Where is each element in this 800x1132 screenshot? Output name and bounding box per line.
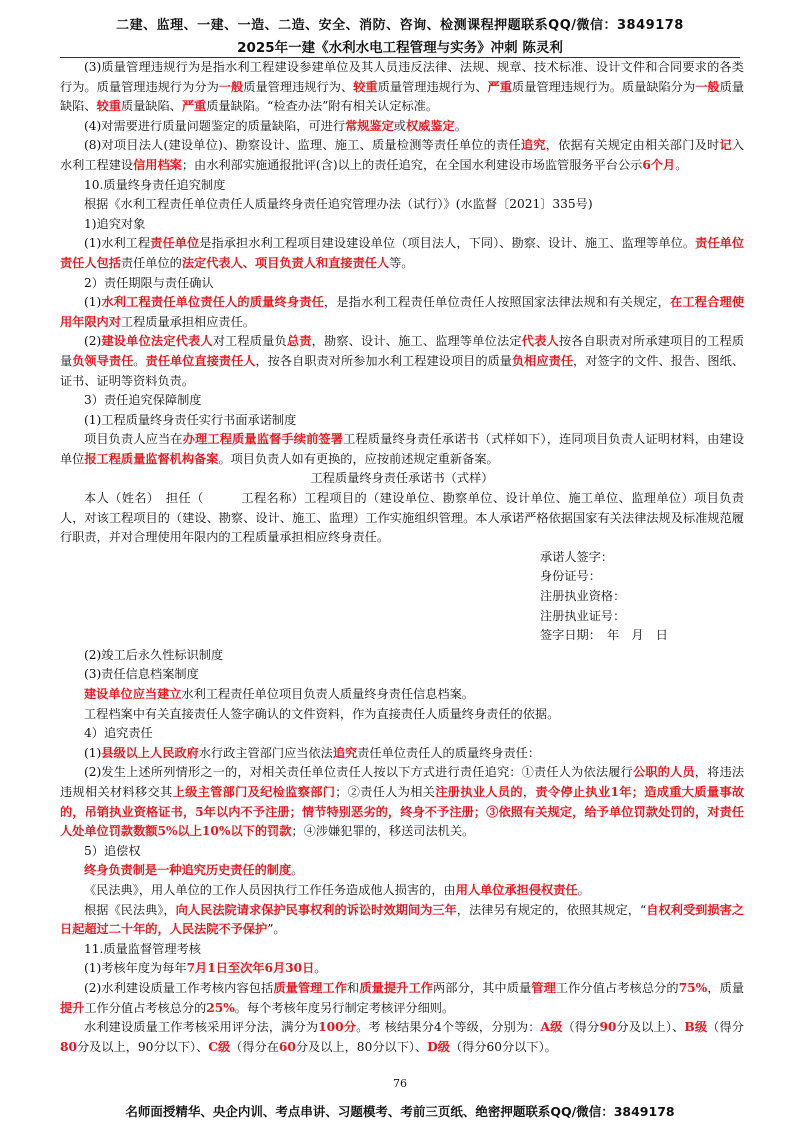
- body-text: 注册执业证号：: [540, 608, 626, 623]
- body-text: （得分: [707, 1020, 744, 1035]
- emphasis-text: C级: [208, 1039, 231, 1054]
- body-text: 工程档案中有关直接责任人签字确认的文件资料，作为直接责任人质量终身责任的依据。: [84, 706, 560, 721]
- emphasis-text: 管理: [531, 980, 556, 995]
- paragraph: [60, 979, 744, 1018]
- emphasis-text: 60: [278, 1039, 296, 1054]
- body-text: 等。: [389, 255, 414, 270]
- emphasis-text: 7月1日至次年6月30日: [186, 961, 315, 976]
- body-text: 《民法典》，用人单位的工作人员因执行工作任务造成他人损害的，由: [84, 882, 456, 897]
- body-text: ；由水利部实施通报批评(含)以上的责任追究，在全国水利建设市场监管服务平台公示: [181, 157, 643, 172]
- body-text: (2)发生上述所列情形之一的，对相关责任单位责任人按以下方式进行责任追究：①责任人为依法履行: [84, 765, 633, 780]
- emphasis-text: 质量管理工作: [273, 980, 348, 995]
- emphasis-text: 责任单位责任人包括: [60, 236, 745, 270]
- emphasis-text: 6个月: [642, 157, 676, 172]
- emphasis-text: 报工程质量监督机构备案: [84, 451, 219, 466]
- paragraph: [60, 665, 744, 685]
- emphasis-text: 质量提升工作: [359, 980, 434, 995]
- body-text: (1)考核年度为每年: [84, 961, 187, 976]
- body-text: 和: [347, 980, 360, 995]
- body-text: 水利建设质量工作考核采用评分法，满分为: [84, 1020, 319, 1035]
- paragraph: [60, 724, 744, 744]
- paragraph: [60, 881, 744, 901]
- body-text: 质量缺陷、: [120, 99, 182, 114]
- body-text: 1)追究对象: [84, 216, 146, 231]
- body-text: (3)质量管理违规行为是指水利工程建设参建单位及其人员违反法律、法规、规章、技术标准、设计文件和合同要求的各类行为。质量管理违规行为分为: [60, 60, 744, 94]
- emphasis-text: 80: [60, 1039, 77, 1054]
- emphasis-text: 25%: [206, 1000, 235, 1015]
- emphasis-text: 注册执业人员的: [435, 784, 523, 799]
- paragraph: [60, 842, 744, 862]
- body-text: ，对签字的文件、报告、图纸、证书、证明等资料负责。: [60, 353, 745, 388]
- paragraph: [60, 469, 744, 489]
- body-text: 身份证号：: [540, 569, 601, 584]
- emphasis-text: 向人民法院请求保护民事权利的诉讼时效期间为三年: [175, 902, 457, 917]
- body-text: 入水利工程建设: [60, 138, 745, 172]
- emphasis-text: 信用档案: [133, 157, 182, 172]
- body-text: 质量管理违规行为、: [243, 79, 354, 94]
- paragraph: [60, 763, 744, 841]
- paragraph: [60, 274, 744, 294]
- body-text: 。: [675, 157, 688, 172]
- body-text: 3）责任追究保障制度: [84, 393, 202, 408]
- emphasis-text: 75%: [678, 980, 708, 995]
- paragraph: [60, 607, 744, 627]
- emphasis-text: 追究: [332, 745, 358, 760]
- body-text: 。考 核结果分4个等级，分别为：: [356, 1020, 541, 1035]
- paragraph: [60, 940, 744, 960]
- emphasis-text: 较重: [96, 99, 121, 114]
- body-text: 。: [133, 353, 146, 368]
- paragraph: [60, 567, 744, 587]
- paragraph: [60, 234, 744, 273]
- body-text: 。: [454, 118, 467, 133]
- paragraph: [60, 646, 744, 666]
- emphasis-text: 90: [599, 1020, 617, 1035]
- paragraph: [60, 744, 744, 764]
- body-text: 分及以上，90分以下）、: [76, 1039, 209, 1054]
- body-text: 分及以上，80分以下）、: [295, 1039, 428, 1054]
- body-text: (8)对项目法人(建设单位)、勘察设计、监理、施工、质量检测等责任单位的责任: [84, 138, 521, 153]
- emphasis-text: 追究: [520, 138, 546, 153]
- body-text: 工程质量终身责任承诺书（式样如下），连同项目负责人证明材料，由建设单位: [60, 432, 745, 466]
- paragraph: [60, 293, 744, 332]
- body-text: (3)责任信息档案制度: [84, 667, 199, 682]
- paragraph: [60, 685, 744, 705]
- body-text: 对工程质量负: [212, 334, 287, 349]
- body-text: 根据《水利工程责任单位责任人质量终身责任追究管理办法（试行）》(水监督〔2021〕335号): [84, 197, 593, 212]
- footer-contact-line: 名师面授精华、央企内训、考点串讲、习题模考、考前三页纸、绝密押题联系QQ/微信：3849178: [125, 1104, 675, 1119]
- body-text: (2): [84, 334, 102, 349]
- body-text: ；②责任人为相关: [335, 784, 436, 799]
- body-text: 工程质量承担相应责任。: [120, 314, 255, 329]
- body-text: 责任单位的: [120, 255, 182, 270]
- paragraph: [60, 117, 744, 137]
- body-text: 。: [291, 863, 304, 878]
- body-text: 工作分值占考核总分的: [84, 1000, 207, 1015]
- body-text: 承诺人签字：: [540, 549, 614, 564]
- document-body: [60, 58, 744, 1057]
- emphasis-text: 负领导责任: [72, 353, 134, 368]
- paragraph: [60, 391, 744, 411]
- body-text: (1): [84, 295, 102, 310]
- body-text: 10.质量终身责任追究制度: [84, 177, 226, 192]
- emphasis-text: 记: [719, 138, 732, 153]
- body-text: 签字日期： 年 月 日: [540, 628, 668, 643]
- emphasis-text: 负相应责任: [511, 353, 574, 368]
- emphasis-text: 办理工程质量监督手续前签署: [182, 432, 344, 447]
- paragraph: [60, 959, 744, 979]
- body-text: 根据《民法典》，: [84, 902, 176, 917]
- body-text: 注册执业资格：: [540, 589, 626, 604]
- body-text: 按各自职责对所承建项目的工程质量: [60, 334, 745, 368]
- body-text: 是指承担水利工程项目建设建设单位（项目法人，下同）、勘察、设计、施工、监理等单位。: [199, 236, 696, 251]
- emphasis-text: 自权利受到损害之日起超过二十年的，人民法院不予保护: [60, 902, 745, 937]
- body-text: ，是指水利工程责任单位责任人按照国家法律法规和有关规定，: [323, 295, 671, 310]
- emphasis-text: 一般: [695, 79, 720, 94]
- body-text: ，: [522, 784, 536, 799]
- emphasis-text: 提升: [60, 1000, 85, 1015]
- document-title: 2025年一建《水利水电工程管理与实务》冲刺 陈灵利: [237, 40, 563, 56]
- emphasis-text: 一般: [218, 79, 244, 94]
- body-text: ，将违法违规相关材料移交其: [60, 765, 745, 799]
- body-text: 。项目负责人如有更换的，应按前述规定重新备案。: [218, 451, 499, 466]
- body-text: 2）责任期限与责任确认: [84, 275, 214, 290]
- body-text: ；④涉嫌犯罪的，移送司法机关。: [291, 824, 475, 839]
- body-text: ，勘察、设计、施工、监理等单位法定: [311, 334, 522, 349]
- body-text: ，质量: [707, 980, 745, 995]
- body-text: 责任单位责任人的质量终身责任：: [357, 745, 541, 760]
- body-text: 。: [577, 882, 590, 897]
- emphasis-text: 总责: [286, 334, 312, 349]
- body-text: 两部分，其中质量: [433, 980, 532, 995]
- body-text: 5）追偿权: [84, 843, 141, 858]
- emphasis-text: 建设单位法定代表人: [101, 334, 213, 349]
- body-text: ，依据有关规定由相关部门及时: [545, 138, 720, 153]
- paragraph: [60, 626, 744, 646]
- emphasis-text: A级: [540, 1020, 563, 1035]
- emphasis-text: 责令停止执业1年；造成重大质量事故的，吊销执业资格证书，5年以内不予注册；情节特别恶劣的，终身不予注册；③依照有关规定，给予单位罚款处罚的，对责任人处单位罚款数额5%以上10%以下的罚款: [60, 784, 745, 839]
- header-contact-line: 二建、监理、一建、一造、二造、安全、消防、咨询、检测课程押题联系QQ/微信：3849178: [116, 18, 684, 33]
- emphasis-text: 责任单位直接责任人: [145, 353, 256, 368]
- paragraph: [60, 430, 744, 469]
- emphasis-text: 法定代表人、项目负责人和直接责任人: [181, 255, 390, 270]
- emphasis-text: 严重: [181, 99, 207, 114]
- body-text: (1)水利工程: [84, 236, 151, 251]
- paragraph: [60, 705, 744, 725]
- emphasis-text: 权威鉴定: [405, 118, 455, 133]
- emphasis-text: 常规鉴定: [345, 118, 394, 133]
- body-text: （得分: [562, 1020, 600, 1035]
- emphasis-text: D级: [427, 1039, 450, 1054]
- page-number: 76: [393, 1077, 407, 1090]
- body-text: 分及以上）、: [616, 1020, 685, 1035]
- body-text: 质量缺陷、: [60, 79, 745, 114]
- body-text: 11.质量监督管理考核: [84, 941, 201, 956]
- paragraph: [60, 548, 744, 568]
- body-text: 4）追究责任: [84, 726, 153, 741]
- body-text: 本人（姓名） 担任（ 工程名称）工程项目的（建设单位、勘察单位、设计单位、施工单位、监理单位）项目负责人，对该工程项目的（建设、勘察、设计、施工、监理）工作实施组织管理。本人承诺严格依据国家有关法律法规及标准规范履行职责，并对合理使用年限内的工程质量承担相应终身责任。: [60, 491, 744, 545]
- body-text: 工作分值占考核总分的: [555, 980, 679, 995]
- emphasis-text: 责任单位: [150, 236, 200, 251]
- emphasis-text: 严重: [487, 79, 512, 94]
- body-text: （得分在: [230, 1039, 279, 1054]
- body-text: (2)水利建设质量工作考核内容包括: [84, 980, 274, 995]
- body-text: 质量缺陷。“检查办法”附有相关认定标准。: [206, 99, 439, 114]
- paragraph: [60, 901, 744, 940]
- emphasis-text: 县级以上人民政府: [101, 745, 199, 760]
- paragraph: [60, 176, 744, 196]
- body-text: 工程质量终身责任承诺书（式样）: [310, 471, 494, 486]
- body-text: ，按各自职责对所参加水利工程建设项目的质量: [255, 353, 512, 368]
- body-text: 。: [314, 961, 327, 976]
- paragraph: [60, 411, 744, 431]
- emphasis-text: 建设单位应当建立: [84, 687, 182, 701]
- emphasis-text: 在工程合理使用年限内对: [60, 295, 745, 329]
- paragraph: [60, 1018, 744, 1057]
- body-text: 或: [393, 118, 406, 133]
- body-text: 质量管理违规行为。质量缺陷分为: [511, 79, 696, 94]
- emphasis-text: 100分: [318, 1020, 357, 1035]
- body-text: ，法律另有规定的，依照其规定，“: [456, 902, 647, 917]
- body-text: 水行政主管部门应当依法: [198, 745, 333, 760]
- paragraph: [60, 136, 744, 175]
- paragraph: [60, 489, 744, 548]
- body-text: (4)对需要进行质量问题鉴定的质量缺陷，可进行: [84, 118, 346, 133]
- paragraph: [60, 332, 744, 391]
- body-text: (2)竣工后永久性标识制度: [84, 647, 224, 662]
- emphasis-text: 上级主管部门及纪检监察部门: [172, 784, 336, 799]
- paragraph: [60, 587, 744, 607]
- body-text: （得分60分以下）。: [449, 1039, 557, 1054]
- emphasis-text: 用人单位承担侵权责任: [455, 882, 578, 897]
- body-text: 项目负责人应当在: [84, 432, 183, 447]
- paragraph: [60, 195, 744, 215]
- body-text: ”。: [267, 922, 286, 937]
- body-text: (1)工程质量终身责任实行书面承诺制度: [84, 412, 297, 427]
- body-text: 水利工程责任单位项目负责人质量终身责任信息档案。: [181, 687, 474, 701]
- body-text: 。每个考核年度另行制定考核评分细则。: [234, 1000, 455, 1015]
- body-text: 质量管理违规行为、: [377, 79, 488, 94]
- emphasis-text: 代表人: [521, 334, 559, 349]
- paragraph: [60, 58, 744, 117]
- paragraph: [60, 215, 744, 235]
- emphasis-text: B级: [684, 1020, 708, 1035]
- paragraph: [60, 861, 744, 881]
- emphasis-text: 较重: [353, 79, 378, 94]
- emphasis-text: 水利工程责任单位责任人的质量终身责任: [101, 295, 324, 310]
- emphasis-text: 终身负责制是一种追究历史责任的制度: [84, 863, 292, 878]
- body-text: (1): [84, 745, 102, 760]
- emphasis-text: 公职的人员: [632, 765, 695, 780]
